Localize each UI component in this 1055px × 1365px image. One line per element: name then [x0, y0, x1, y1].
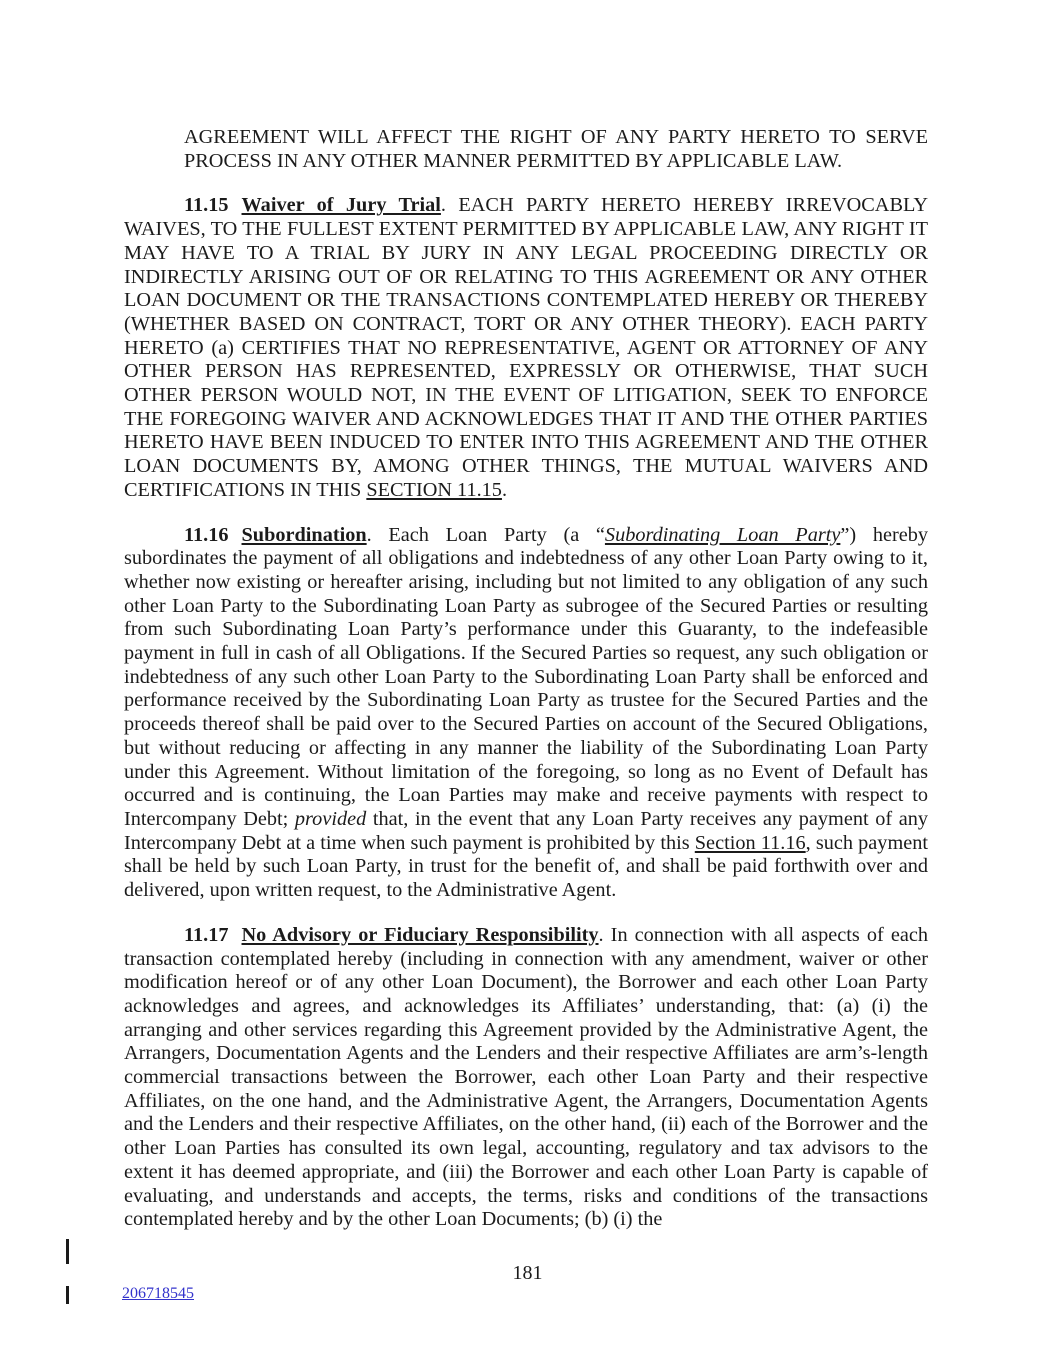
text-run: No Advisory or Fiduciary Responsibility [241, 923, 599, 946]
text-run: . In connection with all aspects of each transaction contemplated hereby (including in connection with any amendment, waiver or other modification hereof or of any other Loan Document), the Borrower and each other Loan Party acknowledges and agrees, and acknowledges its Affiliates’ understanding, that: (a) (i) the arranging and other services regarding this Agreement provided by the Administrative Agent, the Arrangers, Documentation Agents and the Lenders and their respective Affiliates are arm’s-length commercial transactions between the Borrower, each other Loan Party and their respective Affiliates, on the one hand, and the Administrative Agent, the Arrangers, Documentation Agents and the Lenders and their respective Affiliates, on the other hand, (ii) each of the Borrower and the other Loan Parties has consulted its own legal, accounting, regulatory and tax advisors to the extent it has deemed appropriate, and (iii) the Borrower and each other Loan Party is capable of evaluating, and understands and accepts, the terms, risks and conditions of the transactions contemplated hereby and by the other Loan Documents; (b) (i) the [124, 923, 929, 1231]
text-run: 11.16 [184, 523, 229, 546]
revision-change-bar [66, 1286, 69, 1304]
text-run: that, in the event that any Loan Party receives any payment of any Intercompany Debt at a time when such payment is prohibited by this [124, 807, 928, 854]
text-run: Waiver of Jury Trial [241, 194, 441, 217]
text-run: Subordination [241, 523, 367, 546]
page-number: 181 [512, 1262, 543, 1284]
text-run: provided [294, 807, 367, 830]
text-run: Section 11.16 [694, 831, 806, 854]
paragraph-section-11-17 [124, 924, 928, 1232]
text-run: . EACH PARTY HERETO HEREBY IRREVOCABLY WAIVES, TO THE FULLEST EXTENT PERMITTED BY APPLICABLE LAW, ANY RIGHT IT MAY HAVE TO A TRIAL BY JURY IN ANY LEGAL PROCEEDING DIRECTLY OR INDIRECTLY ARISING OUT OF OR RELATING TO THIS AGREEMENT OR ANY OTHER LOAN DOCUMENT OR THE TRANSACTIONS CONTEMPLATED HEREBY OR THEREBY (WHETHER BASED ON CONTRACT, TORT OR ANY OTHER THEORY). EACH PARTY HERETO (a) CERTIFIES THAT NO REPRESENTATIVE, AGENT OR ATTORNEY OF ANY OTHER PERSON HAS REPRESENTED, EXPRESSLY OR OTHERWISE, THAT SUCH OTHER PERSON WOULD NOT, IN THE EVENT OF LITIGATION, SEEK TO ENFORCE THE FOREGOING WAIVER AND ACKNOWLEDGES THAT IT AND THE OTHER PARTIES HERETO HAVE BEEN INDUCED TO ENTER INTO THIS AGREEMENT AND THE OTHER LOAN DOCUMENTS BY, AMONG OTHER THINGS, THE MUTUAL WAIVERS AND CERTIFICATIONS IN THIS [124, 194, 928, 501]
text-run: 11.15 [184, 194, 229, 217]
text-run: . Each Loan Party (a “ [366, 523, 605, 546]
paragraph-continuation [124, 126, 928, 173]
text-run: , such payment shall be held by such Loan Party, in trust for the benefit of, and shall be paid forthwith over and delivered, upon written request, to the Administrative Agent. [124, 831, 928, 902]
text-run: Subordinating Loan Party [604, 523, 841, 546]
text-run: . [501, 478, 508, 501]
text-run: AGREEMENT WILL AFFECT THE RIGHT OF ANY PARTY HERETO TO SERVE PROCESS IN ANY OTHER MANNER PERMITTED BY APPLICABLE LAW. [184, 126, 928, 172]
document-id-link[interactable]: 206718545 [122, 1285, 194, 1302]
text-run: ”) hereby subordinates the payment of all obligations and indebtedness of any other Loan Party owing to it, whether now existing or hereafter arising, including but not limited to any obligation of any such other Loan Party to the Subordinating Loan Party as subrogee of the Secured Parties or resulting from such Subordinating Loan Party’s performance under this Guaranty, to the indefeasible payment in full in cash of all Obligations. If the Secured Parties so request, any such obligation or indebtedness of any such other Loan Party to the Subordinating Loan Party shall be enforced and performance received by the Subordinating Loan Party as trustee for the Secured Parties and the proceeds thereof shall be paid over to the Secured Parties on account of the Secured Obligations, but without reducing or affecting in any manner the liability of the Subordinating Loan Party under this Agreement. Without limitation of the foregoing, so long as no Event of Default has occurred and is continuing, the Loan Parties may make and receive payments with respect to Intercompany Debt; [124, 523, 928, 830]
document-body [124, 126, 928, 1253]
revision-change-bar [66, 1239, 69, 1264]
text-run: SECTION 11.15 [366, 478, 502, 501]
paragraph-section-11-16 [124, 524, 928, 903]
text-run: 11.17 [184, 923, 229, 946]
paragraph-section-11-15 [124, 194, 928, 502]
